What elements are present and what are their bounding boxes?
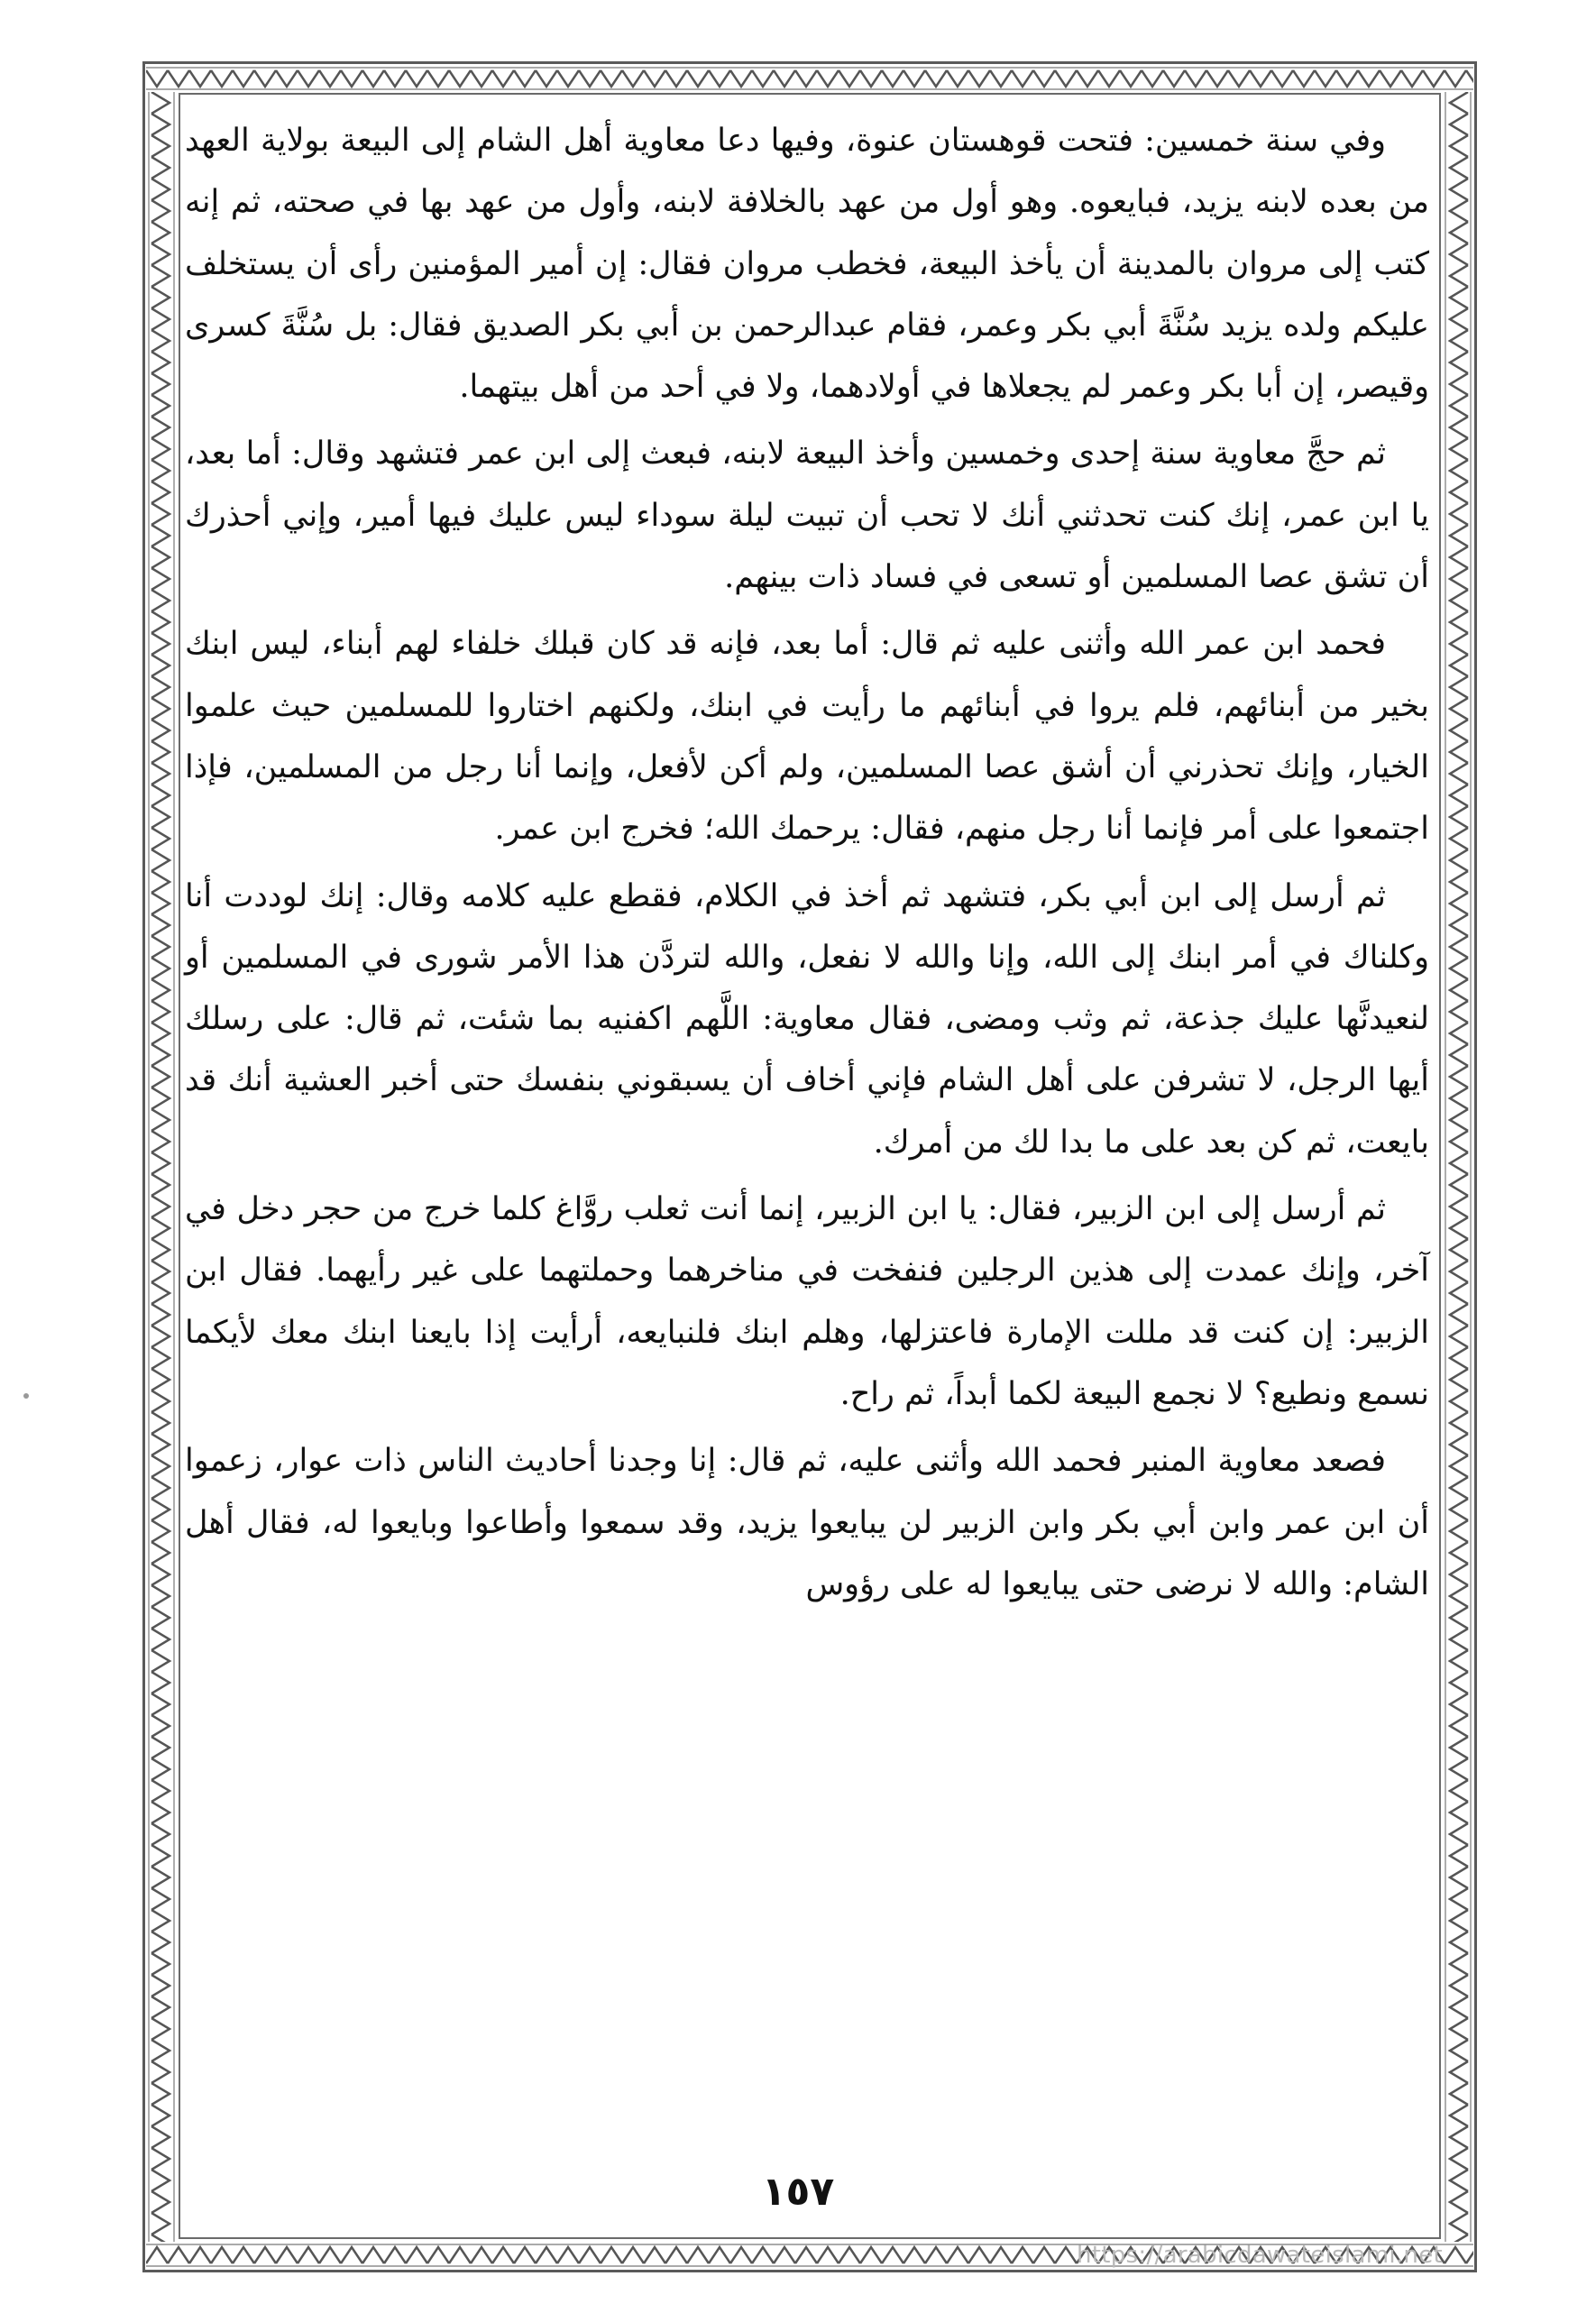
watermark-url: https://arabicdawateislami.net	[1076, 2242, 1443, 2269]
body-text	[185, 110, 1429, 1620]
scan-speck	[23, 1393, 29, 1399]
decorative-border-left	[146, 92, 177, 2242]
paragraph: ثم حجَّ معاوية سنة إحدى وخمسين وأخذ البيعة لابنه، فبعث إلى ابن عمر فتشهد وقال: أما بعد، يا ابن عمر، إنك كنت تحدثني أنك لا تحب أن تبيت ليلة سوداء ليس عليك فيها أمير، وإني أحذرك أن تشق عصا المسلمين أو تسعى في فساد ذات بينهم.	[185, 436, 1429, 596]
paragraph: ثم أرسل إلى ابن أبي بكر، فتشهد ثم أخذ في الكلام، فقطع عليه كلامه وقال: إنك لوددت أنا وكلناك في أمر ابنك إلى الله، وإنا والله لا نفعل، والله لتردَّن هذا الأمر شورى في المسلمين أو لنعيدنَّها عليك جذعة، ثم وثب ومضى، فقال معاوية: اللَّهم اكفنيه بما شئت، ثم قال: على رسلك أيها الرجل، لا تشرفن على أهل الشام فإني أخاف أن يسبقوني بنفسك حتى أخبر العشية أنك قد بايعت، ثم كن بعد على ما بدا لك من أمرك.	[185, 877, 1429, 1161]
paragraph: وفي سنة خمسين: فتحت قوهستان عنوة، وفيها دعا معاوية أهل الشام إلى البيعة بولاية العهد من بعده لابنه يزيد، فبايعوه. وهو أول من عهد بالخلافة لابنه، وأول من عهد بها في صحته، ثم إنه كتب إلى مروان بالمدينة أن يأخذ البيعة، فخطب مروان فقال: إن أمير المؤمنين رأى أن يستخلف عليكم ولده يزيد سُنَّةَ أبي بكر وعمر، فقام عبدالرحمن بن أبي بكر الصديق فقال: بل سُنَّةَ كسرى وقيصر، إن أبا بكر وعمر لم يجعلاها في أولادهما، ولا في أحد من أهل بيتهما.	[185, 123, 1429, 406]
paragraph: فصعد معاوية المنبر فحمد الله وأثنى عليه، ثم قال: إنا وجدنا أحاديث الناس ذات عوار، زعموا أن ابن عمر وابن أبي بكر وابن الزبير لن يبايعوا يزيد، وقد سمعوا وأطاعوا وبايعوا له، فقال أهل الشام: والله لا نرضى حتى يبايعوا له على رؤوس	[185, 1443, 1429, 1602]
paragraph: ثم أرسل إلى ابن الزبير، فقال: يا ابن الزبير، إنما أنت ثعلب روَّاغ كلما خرج من حجر دخل في آخر، وإنك عمدت إلى هذين الرجلين فنفخت في مناخرهما وحملتهما على غير رأيهما. فقال ابن الزبير: إن كنت قد مللت الإمارة فاعتزلها، وهلم ابنك فلنبايعه، أرأيت إذا بايعنا ابنك معك لأيكما نسمع ونطيع؟ لا نجمع البيعة لكما أبداً، ثم راح.	[185, 1191, 1429, 1412]
decorative-border-right	[1443, 92, 1473, 2242]
page-number: ١٥٧	[761, 2169, 835, 2215]
decorative-border-top	[146, 65, 1473, 92]
paragraph: فحمد ابن عمر الله وأثنى عليه ثم قال: أما بعد، فإنه قد كان قبلك خلفاء لهم أبناء، ليس ابنك بخير من أبنائهم، فلم يروا في أبنائهم ما رأيت في ابنك، ولكنهم اختاروا للمسلمين حيث علموا الخيار، وإنك تحذرني أن أشق عصا المسلمين، ولم أكن لأفعل، وإنما أنا رجل من المسلمين، فإذا اجتمعوا على أمر فإنما أنا رجل منهم، فقال: يرحمك الله؛ فخرج ابن عمر.	[185, 626, 1429, 848]
